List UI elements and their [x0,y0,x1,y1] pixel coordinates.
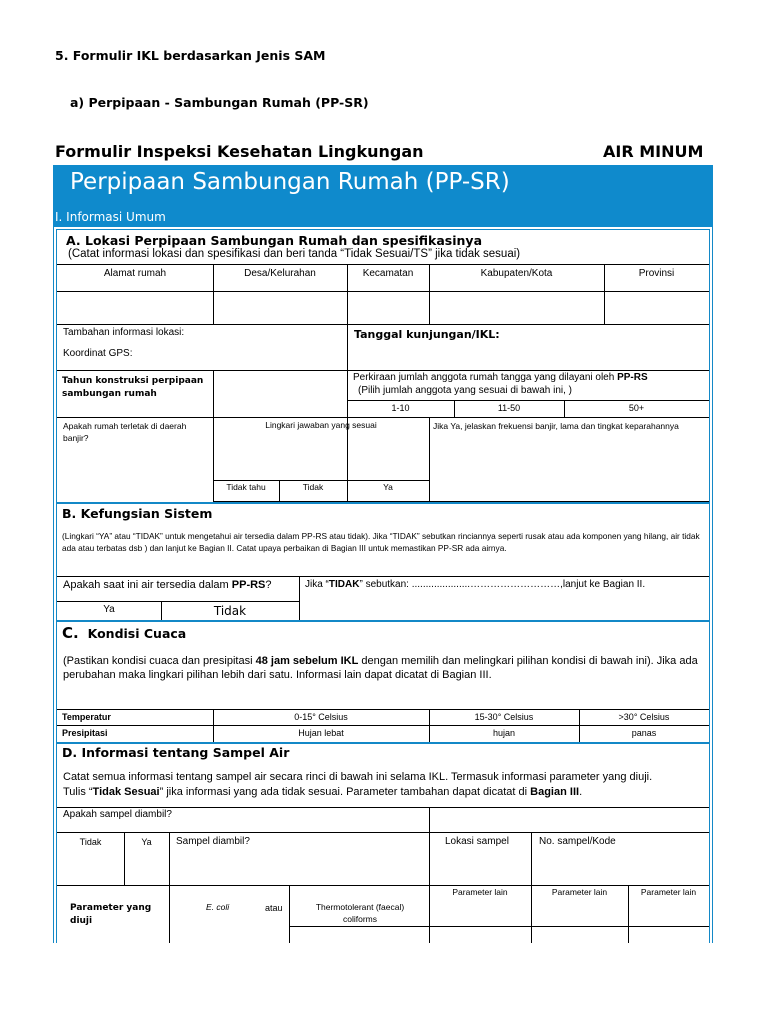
tested-parameter-label: Parameter yang diuji [70,903,152,926]
sample-location-label: Lokasi sampel [445,836,509,847]
temp-option-2[interactable]: 15-30° Celsius [474,712,534,722]
precip-option-2[interactable]: hujan [492,728,516,738]
section-d-note-1: Catat semua informasi tentang sampel air secara rinci di bawah ini selama IKL. Termasuk informasi parameter yang diuji. [63,771,653,783]
household-sub: (Pilih jumlah anggota yang sesuai di bawah ini, ) [358,385,573,396]
range-11-50[interactable]: 11-50 [497,403,521,413]
banner-title: Perpipaan Sambungan Rumah (PP-SR) [70,169,510,195]
answer-tidak-tahu[interactable]: Tidak tahu [226,482,266,492]
answer-ya-b[interactable]: Ya [103,604,115,615]
section-a-note: (Catat informasi lokasi dan spesifikasi dan beri tanda “Tidak Sesuai/TS” jika tidak sesuai) [68,248,521,260]
thermotolerant-label[interactable]: Thermotolerant (faecal) coliforms [315,902,405,924]
or-label: atau [265,903,283,913]
ecoli-label[interactable]: E. coli [206,902,230,912]
if-no-specify: Jika “TIDAK” sebutkan: .....................………………………,lanjut ke Bagian II. [305,579,646,590]
col-kabupaten: Kabupaten/Kota [480,268,553,279]
answer-ya[interactable]: Ya [383,482,393,492]
input-kabupaten[interactable] [430,292,603,323]
section-a-title: A. Lokasi Perpipaan Sambungan Rumah dan spesifikasinya [66,233,483,248]
subsection-heading: a) Perpipaan - Sambungan Rumah (PP-SR) [70,95,369,110]
col-alamat: Alamat rumah [103,268,167,279]
section-heading: 5. Formulir IKL berdasarkan Jenis SAM [55,48,326,63]
input-desa[interactable] [214,292,346,323]
answer-tidak[interactable]: Tidak [302,482,324,492]
form-title: Formulir Inspeksi Kesehatan Lingkungan [55,142,424,161]
other-parameter-3: Parameter lain [640,887,697,897]
section-d-note-2: Tulis “Tidak Sesuai” jika informasi yang ada tidak sesuai. Parameter tambahan dapat dicatat di Bagian III. [63,786,583,798]
sample-code-label: No. sampel/Kode [539,836,616,847]
temp-option-3[interactable]: >30° Celsius [618,712,670,722]
construction-year-input[interactable] [214,371,346,416]
answer-ya-d[interactable]: Ya [141,837,152,847]
sample-taken-question: Apakah sampel diambil? [63,809,172,820]
answer-tidak-d[interactable]: Tidak [79,837,102,847]
extra-location-label: Tambahan informasi lokasi: [63,327,185,338]
range-50-plus[interactable]: 50+ [628,403,645,413]
circle-answer-label: Lingkari jawaban yang sesuai [265,420,377,430]
section-c-note: (Pastikan kondisi cuaca dan presipitasi 48 jam sebelum IKL dengan memilih dan melingkari pilihan kondisi di bawah ini). Jika ada perubahan maka lingkari pilihan lebih dari satu. Informasi lain dapat dicatat di Bagian III. [63,655,698,681]
precipitation-label: Presipitasi [62,728,108,738]
input-provinsi[interactable] [605,292,708,323]
range-1-10[interactable]: 1-10 [391,403,410,413]
input-alamat[interactable] [58,292,212,323]
flood-note-input[interactable] [430,446,708,500]
answer-tidak-b[interactable]: Tidak [213,604,247,618]
flood-note: Jika Ya, jelaskan frekuensi banjir, lama dan tingkat keparahannya [433,421,679,431]
household-label: Perkiraan jumlah anggota rumah tangga yang dilayani oleh PP-RS [353,372,648,383]
col-desa: Desa/Kelurahan [244,268,316,279]
temperature-label: Temperatur [62,712,111,722]
gps-label: Koordinat GPS: [63,348,133,359]
col-kecamatan: Kecamatan [362,268,414,279]
input-kecamatan[interactable] [348,292,428,323]
precip-option-1[interactable]: Hujan lebat [298,728,344,738]
other-parameter-1: Parameter lain [452,887,508,897]
banner-subtitle: I. Informasi Umum [55,210,166,224]
other-parameter-2: Parameter lain [551,887,608,897]
sample-taken-label: Sampel diambil? [176,836,250,847]
section-c-title: C. Kondisi Cuaca [62,624,187,642]
form-category: AIR MINUM [603,142,704,161]
temp-option-1[interactable]: 0-15° Celsius [294,712,348,722]
section-b-note: (Lingkari “YA” atau “TIDAK” untuk mengetahui air tersedia dalam PP-RS atau tidak). Jika “TIDAK” sebutkan rinciannya seperti rusak atau ada komponen yang hilang, air tidak ada atau terbatas dsb ) dan lanjut ke Bagian II. Catat upaya perbaikan di Bagian III untuk memastikan PP-SR ada airnya. [62,531,700,553]
section-b-title: B. Kefungsian Sistem [62,506,213,521]
water-available-question: Apakah saat ini air tersedia dalam PP-RS? [63,579,272,591]
visit-date-label[interactable]: Tanggal kunjungan/IKL: [354,328,500,341]
construction-year-label: Tahun konstruksi perpipaan sambungan rumah [62,376,204,399]
col-provinsi: Provinsi [638,268,675,279]
flood-question: Apakah rumah terletak di daerah banjir? [63,421,187,443]
precip-option-3[interactable]: panas [631,728,657,738]
section-d-title: D. Informasi tentang Sampel Air [62,745,290,760]
